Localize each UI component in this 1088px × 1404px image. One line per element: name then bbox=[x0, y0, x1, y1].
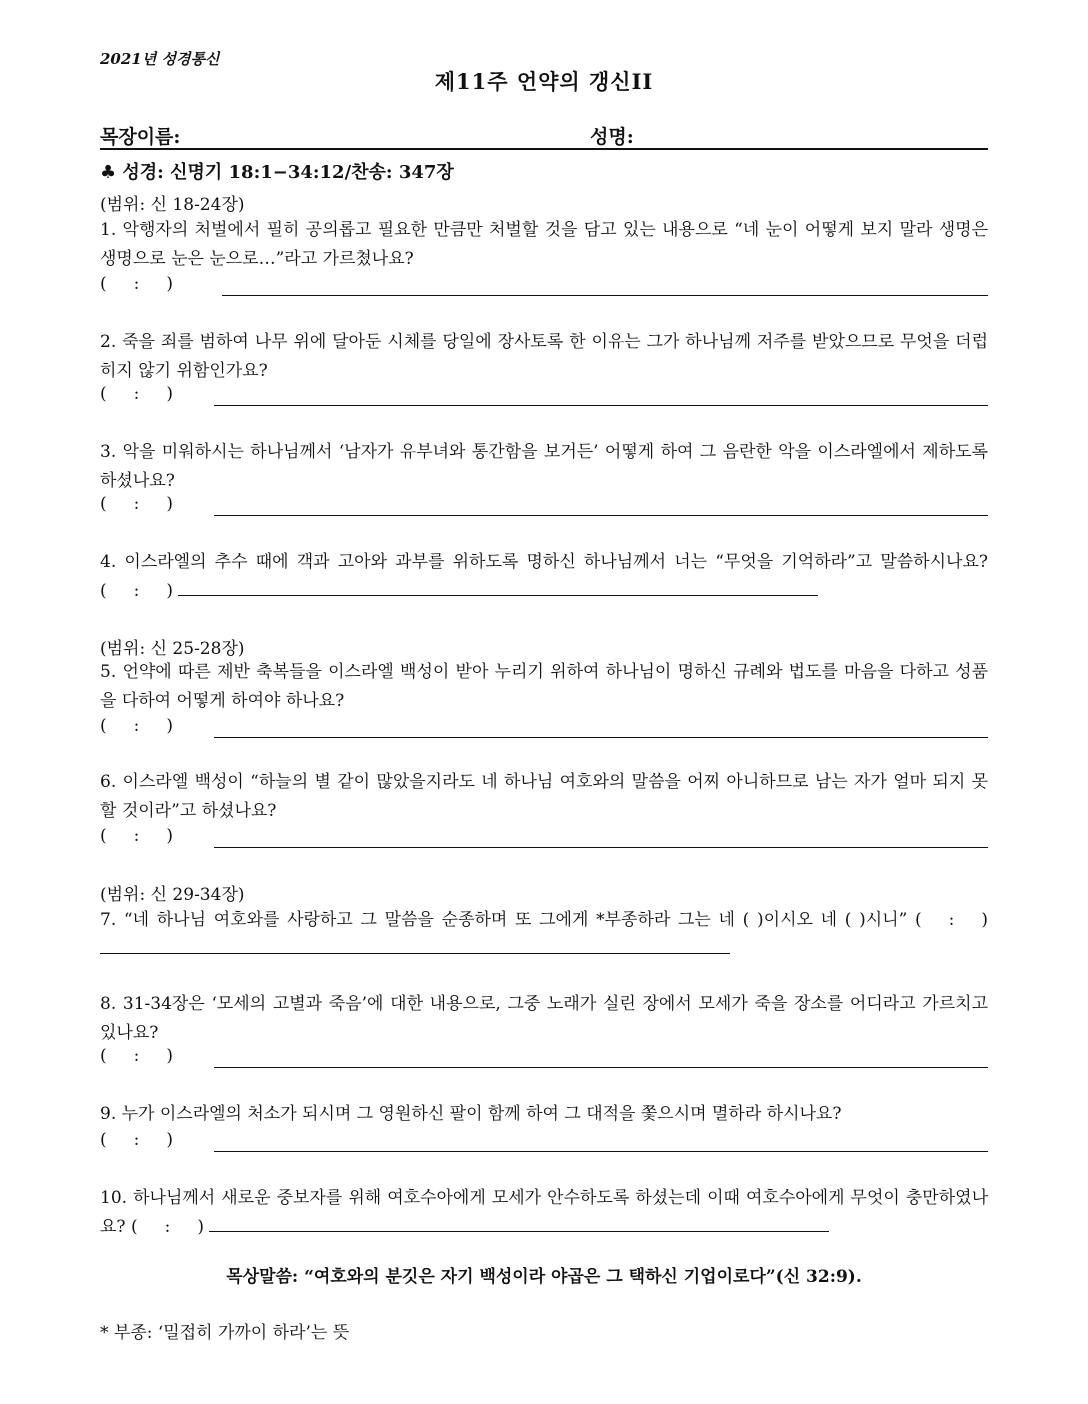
question-8: 8. 31-34장은 ‘모세의 고별과 죽음’에 대한 내용으로, 그중 노래가 실린 장에서 모세가 죽을 장소를 어디라고 가르치고 있나요? bbox=[100, 994, 989, 1043]
question-4 bbox=[100, 548, 988, 606]
section-range-3: (범위: 신 29-34장) bbox=[100, 885, 245, 905]
question-7 bbox=[100, 906, 988, 964]
group-name-label: 목장이름: bbox=[100, 126, 181, 148]
question-6: 6. 이스라엘 백성이 “하늘의 별 같이 많았을지라도 네 하나님 여호와의 말씀을 어찌 아니하므로 남는 자가 얼마 되지 못할 것이라”고 하셨나요? bbox=[100, 772, 988, 821]
question-4-text: 4. 이스라엘의 추수 때에 객과 고아와 과부를 위하도록 명하신 하나님께서 너는 “무엇을 기억하라”고 말씀하시나요? bbox=[100, 552, 988, 572]
answer-line-10[interactable] bbox=[209, 1231, 829, 1232]
answer-ref-8: ( : ) bbox=[100, 1046, 174, 1066]
answer-ref-6: ( : ) bbox=[100, 826, 174, 846]
question-10 bbox=[100, 1184, 988, 1242]
answer-line-6[interactable] bbox=[214, 847, 988, 848]
scripture-line: ♣ 성경: 신명기 18:1−34:12/찬송: 347장 bbox=[100, 162, 454, 183]
answer-row-3[interactable] bbox=[100, 494, 988, 518]
answer-line-7[interactable] bbox=[100, 953, 730, 954]
newsletter-kicker: 2021년 성경통신 bbox=[100, 50, 220, 68]
answer-line-4[interactable] bbox=[178, 595, 818, 596]
answer-ref-7: ( : ) bbox=[914, 910, 989, 930]
memory-verse: 목상말씀: “여호와의 분깃은 자기 백성이라 야곱은 그 택하신 기업이로다”(신 32:9). bbox=[226, 1267, 862, 1287]
answer-ref-9: ( : ) bbox=[100, 1130, 174, 1150]
section-range-2: (범위: 신 25-28장) bbox=[100, 639, 245, 659]
question-9: 9. 누가 이스라엘의 처소가 되시며 그 영원하신 팔이 함께 하여 그 대적을 쫓으시며 멸하라 하시나요? bbox=[100, 1104, 842, 1124]
answer-row-1[interactable] bbox=[100, 274, 988, 298]
question-5: 5. 언약에 따른 제반 축복들을 이스라엘 백성이 받아 누리기 위하여 하나님이 명하신 규례와 법도를 마음을 다하고 성품을 다하여 어떻게 하여야 하나요? bbox=[100, 662, 988, 711]
answer-line-5[interactable] bbox=[214, 737, 988, 738]
answer-line-2[interactable] bbox=[214, 405, 988, 406]
person-name-label: 성명: bbox=[590, 126, 634, 148]
answer-ref-1: ( : ) bbox=[100, 274, 174, 294]
answer-ref-2: ( : ) bbox=[100, 384, 174, 404]
answer-line-8[interactable] bbox=[214, 1067, 988, 1068]
page-title: 제11주 언약의 갱신II bbox=[434, 69, 654, 94]
question-1: 1. 악행자의 처벌에서 필히 공의롭고 필요한 만큼만 처벌할 것을 담고 있는 내용으로 “네 눈이 어떻게 보지 말라 생명은 생명으로 눈은 눈으로…”라고 가르쳤나요? bbox=[100, 220, 988, 269]
answer-line-1[interactable] bbox=[222, 295, 988, 296]
answer-ref-3: ( : ) bbox=[100, 494, 174, 514]
footnote: * 부종: ‘밀접히 가까이 하라’는 뜻 bbox=[100, 1323, 350, 1343]
question-10-text: 10. 하나님께서 새로운 중보자를 위해 여호수아에게 모세가 안수하도록 하셨는데 이때 여호수아에게 무엇이 충만하였나요? bbox=[100, 1188, 988, 1237]
answer-ref-4: ( : ) bbox=[100, 581, 174, 601]
answer-row-6[interactable] bbox=[100, 826, 988, 850]
question-3: 3. 악을 미워하시는 하나님께서 ‘남자가 유부녀와 통간함을 보거든’ 어떻게 하여 그 음란한 악을 이스라엘에서 제하도록 하셨나요? bbox=[100, 442, 988, 491]
answer-row-2[interactable] bbox=[100, 384, 988, 408]
name-row bbox=[100, 122, 988, 150]
question-7-text: 7. “네 하나님 여호와를 사랑하고 그 말씀을 순종하며 또 그에게 *부종하라 그는 네 ( )이시오 네 ( )시니” bbox=[100, 910, 908, 930]
question-2: 2. 죽을 죄를 범하여 나무 위에 달아둔 시체를 당일에 장사토록 한 이유는 그가 하나님께 저주를 받았으므로 무엇을 더럽히지 않기 위함인가요? bbox=[100, 332, 988, 381]
answer-line-9[interactable] bbox=[214, 1151, 988, 1152]
answer-row-5[interactable] bbox=[100, 716, 988, 740]
answer-row-8[interactable] bbox=[100, 1046, 988, 1070]
answer-ref-10: ( : ) bbox=[130, 1217, 204, 1237]
answer-ref-5: ( : ) bbox=[100, 716, 174, 736]
answer-row-9[interactable] bbox=[100, 1130, 988, 1154]
answer-line-3[interactable] bbox=[214, 515, 988, 516]
section-range-1: (범위: 신 18-24장) bbox=[100, 195, 245, 215]
